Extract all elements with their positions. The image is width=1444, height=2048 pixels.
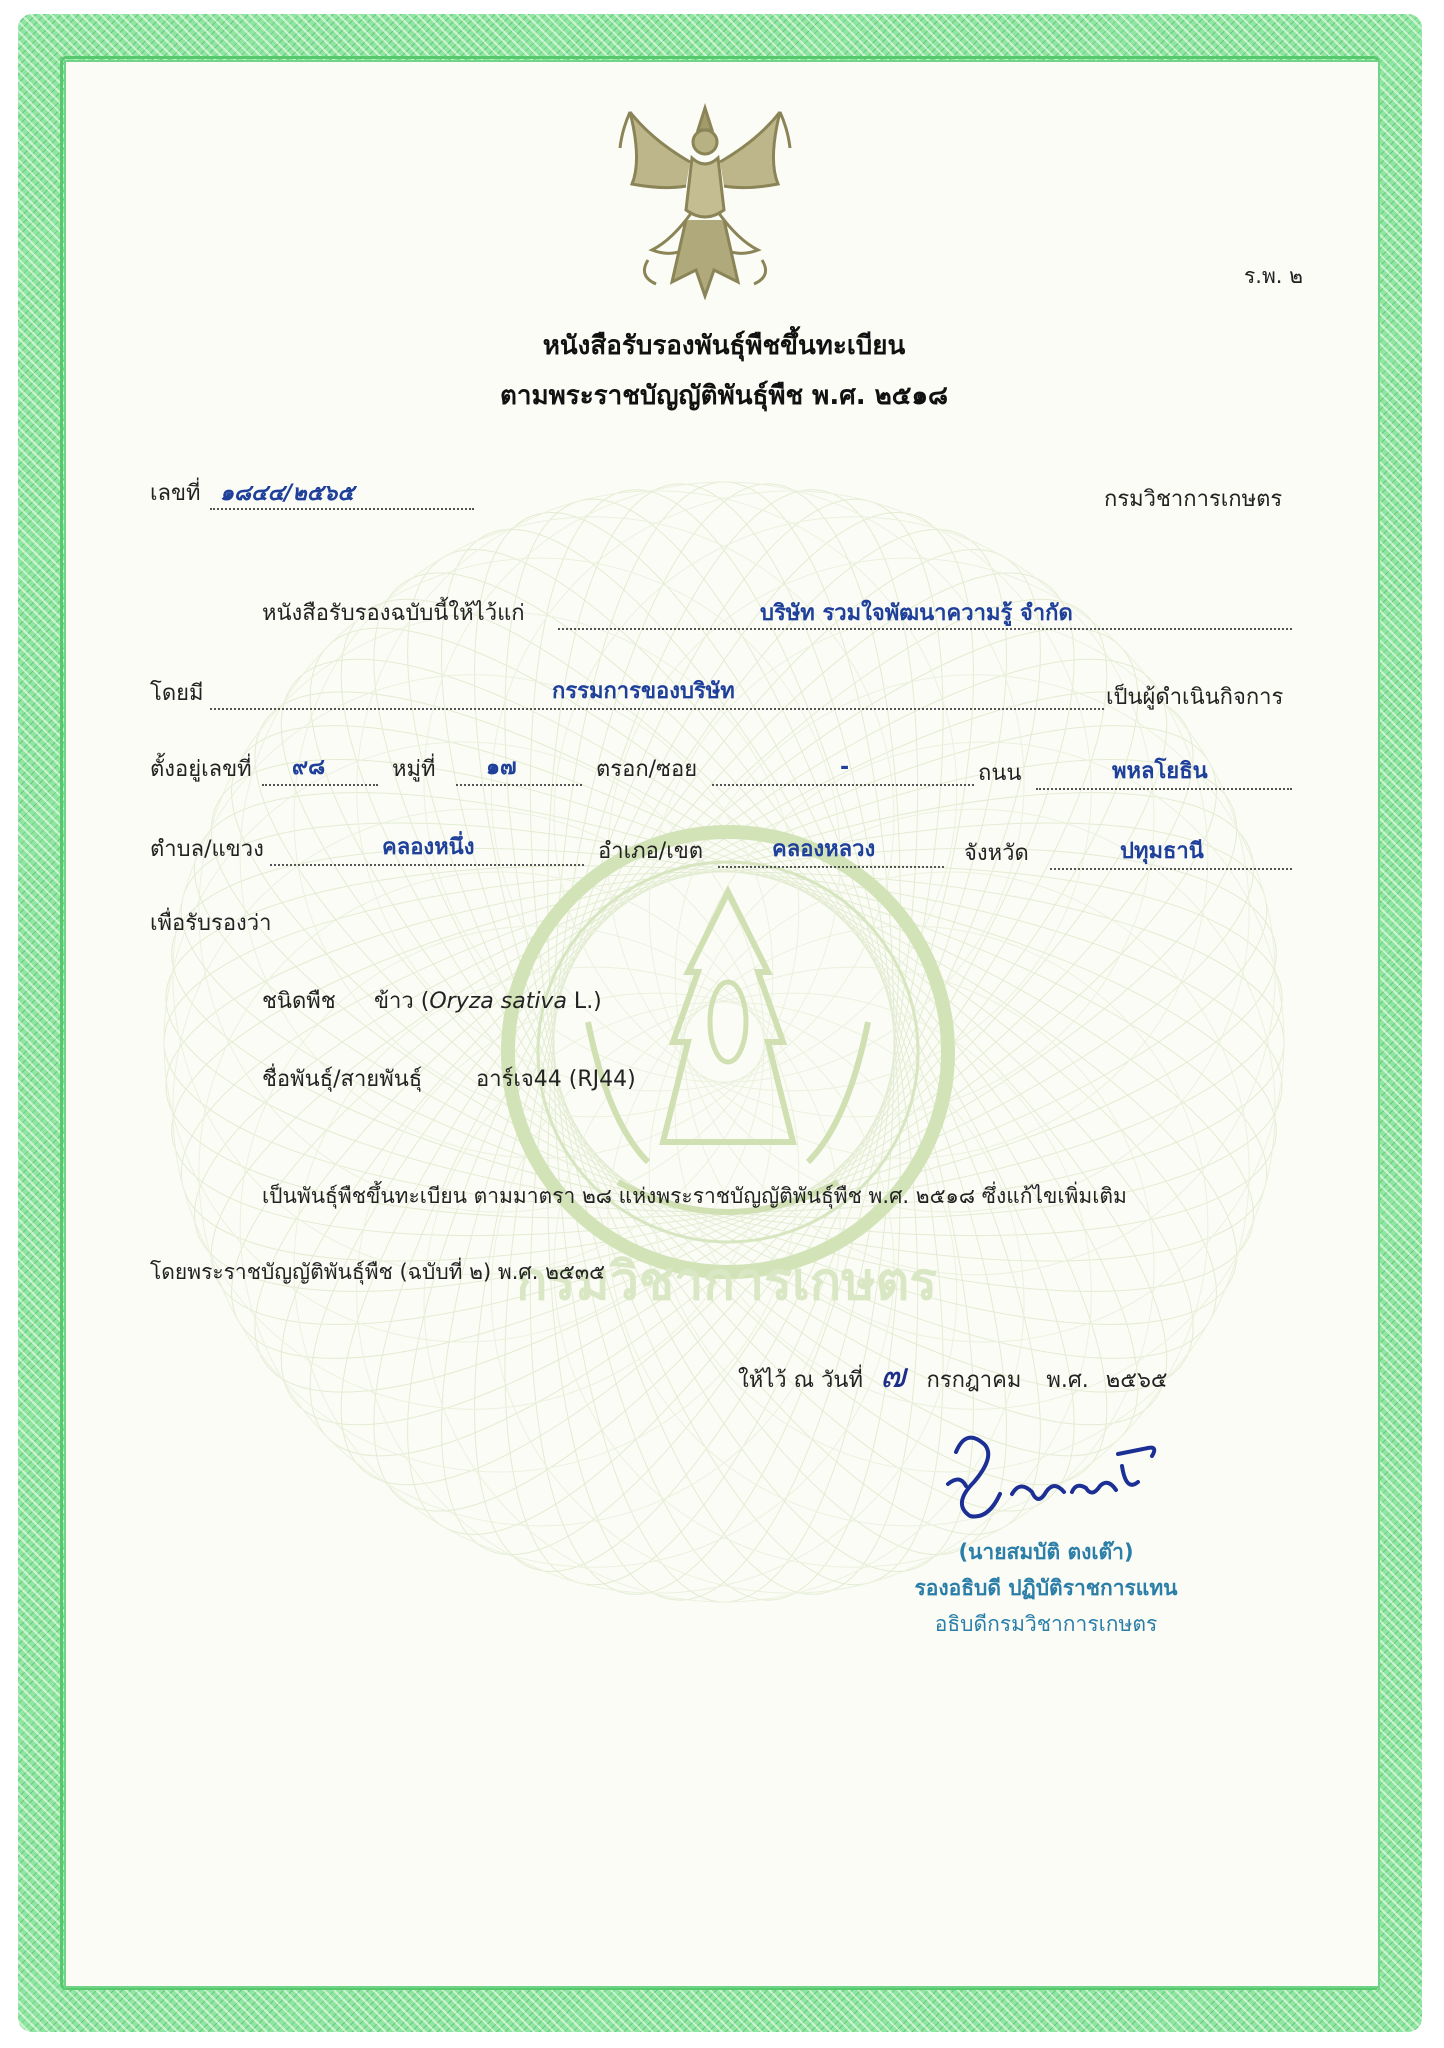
issue-date-prefix: ให้ไว้ ณ วันที่	[738, 1368, 863, 1393]
moo-label: หมู่ที่	[392, 757, 436, 782]
variety-value: อาร์เจ44 (RJ44)	[476, 1067, 636, 1092]
issue-date-month: กรกฎาคม	[926, 1368, 1022, 1393]
province-value: ปทุมธานี	[1120, 839, 1204, 864]
legal-basis-line2: โดยพระราชบัญญัติพันธุ์พืช (ฉบับที่ ๒) พ.ศ. ๒๕๓๕	[150, 1260, 606, 1284]
moo-dotted-line	[456, 784, 582, 786]
plant-kind-authority: L.)	[566, 989, 602, 1014]
subdistrict-value: คลองหนึ่ง	[382, 835, 475, 860]
issue-date-year: ๒๕๖๕	[1105, 1368, 1168, 1393]
signatory-position1: รองอธิบดี ปฏิบัติราชการแทน	[914, 1576, 1178, 1600]
district-value: คลองหลวง	[772, 837, 876, 862]
road-label: ถนน	[978, 761, 1022, 786]
handwritten-signature	[926, 1422, 1166, 1532]
province-dotted-line	[1050, 868, 1292, 870]
variety-label: ชื่อพันธุ์/สายพันธุ์	[262, 1067, 423, 1092]
operator-label: โดยมี	[150, 681, 204, 706]
plant-kind-label: ชนิดพืช	[262, 989, 336, 1014]
house-number-dotted-line	[262, 784, 378, 786]
form-code: ร.พ. ๒	[1244, 264, 1303, 288]
district-dotted-line	[718, 866, 944, 868]
soi-dotted-line	[712, 784, 974, 786]
operator-dotted-line	[210, 708, 1104, 710]
house-number-label: ตั้งอยู่เลขที่	[150, 757, 252, 782]
province-label: จังหวัด	[964, 841, 1029, 866]
issue-date-year-label: พ.ศ.	[1046, 1368, 1089, 1393]
signatory-name: (นายสมบัติ ตงเต๊า)	[958, 1540, 1134, 1564]
operator-value: กรรมการของบริษัท	[552, 679, 735, 704]
operator-suffix: เป็นผู้ดำเนินกิจการ	[1106, 685, 1284, 710]
signatory-position2: อธิบดีกรมวิชาการเกษตร	[934, 1612, 1158, 1636]
soi-label: ตรอก/ซอย	[596, 757, 698, 782]
legal-basis-line1: เป็นพันธุ์พืชขึ้นทะเบียน ตามมาตรา ๒๘ แห่งพระราชบัญญัติพันธุ์พืช พ.ศ. ๒๕๑๘ ซึ่งแก้ไขเพิ่มเติม	[262, 1184, 1127, 1208]
plant-kind-paren: (	[420, 989, 430, 1014]
district-label: อำเภอ/เขต	[598, 839, 704, 864]
road-dotted-line	[1036, 788, 1292, 790]
issued-to-label: หนังสือรับรองฉบับนี้ให้ไว้แก่	[262, 601, 525, 626]
certificate-title: หนังสือรับรองพันธุ์พืชขึ้นทะเบียน	[542, 331, 906, 361]
soi-value: -	[840, 755, 850, 780]
road-value: พหลโยธิน	[1112, 759, 1208, 784]
issuing-department: กรมวิชาการเกษตร	[1104, 487, 1283, 512]
issue-date-day: ๗	[879, 1356, 906, 1396]
seal-watermark-text: กรมวิชาการเกษตร	[516, 1252, 938, 1312]
plant-kind-scientific: Oryza sativa	[429, 989, 567, 1014]
certificate-subtitle: ตามพระราชบัญญัติพันธุ์พืช พ.ศ. ๒๕๑๘	[499, 381, 949, 411]
issued-to-value: บริษัท รวมใจพัฒนาความรู้ จำกัด	[760, 601, 1073, 626]
certificate-body	[64, 60, 1380, 1988]
number-label: เลขที่	[150, 481, 201, 506]
plant-kind-value	[374, 988, 602, 1016]
house-number-value: ๙๘	[292, 755, 326, 780]
subdistrict-dotted-line	[270, 864, 584, 866]
issued-to-dotted-line	[558, 628, 1292, 630]
certify-label: เพื่อรับรองว่า	[150, 911, 272, 936]
plant-kind-thai: ข้าว	[374, 989, 414, 1014]
moo-value: ๑๗	[486, 755, 517, 780]
number-dotted-line	[210, 508, 474, 510]
certificate-number: ๑๘๔๔/๒๕๖๕	[220, 481, 355, 506]
subdistrict-label: ตำบล/แขวง	[150, 837, 264, 862]
garuda-emblem	[612, 100, 798, 300]
issue-date	[738, 1356, 1168, 1396]
department-seal-watermark	[498, 822, 958, 1282]
